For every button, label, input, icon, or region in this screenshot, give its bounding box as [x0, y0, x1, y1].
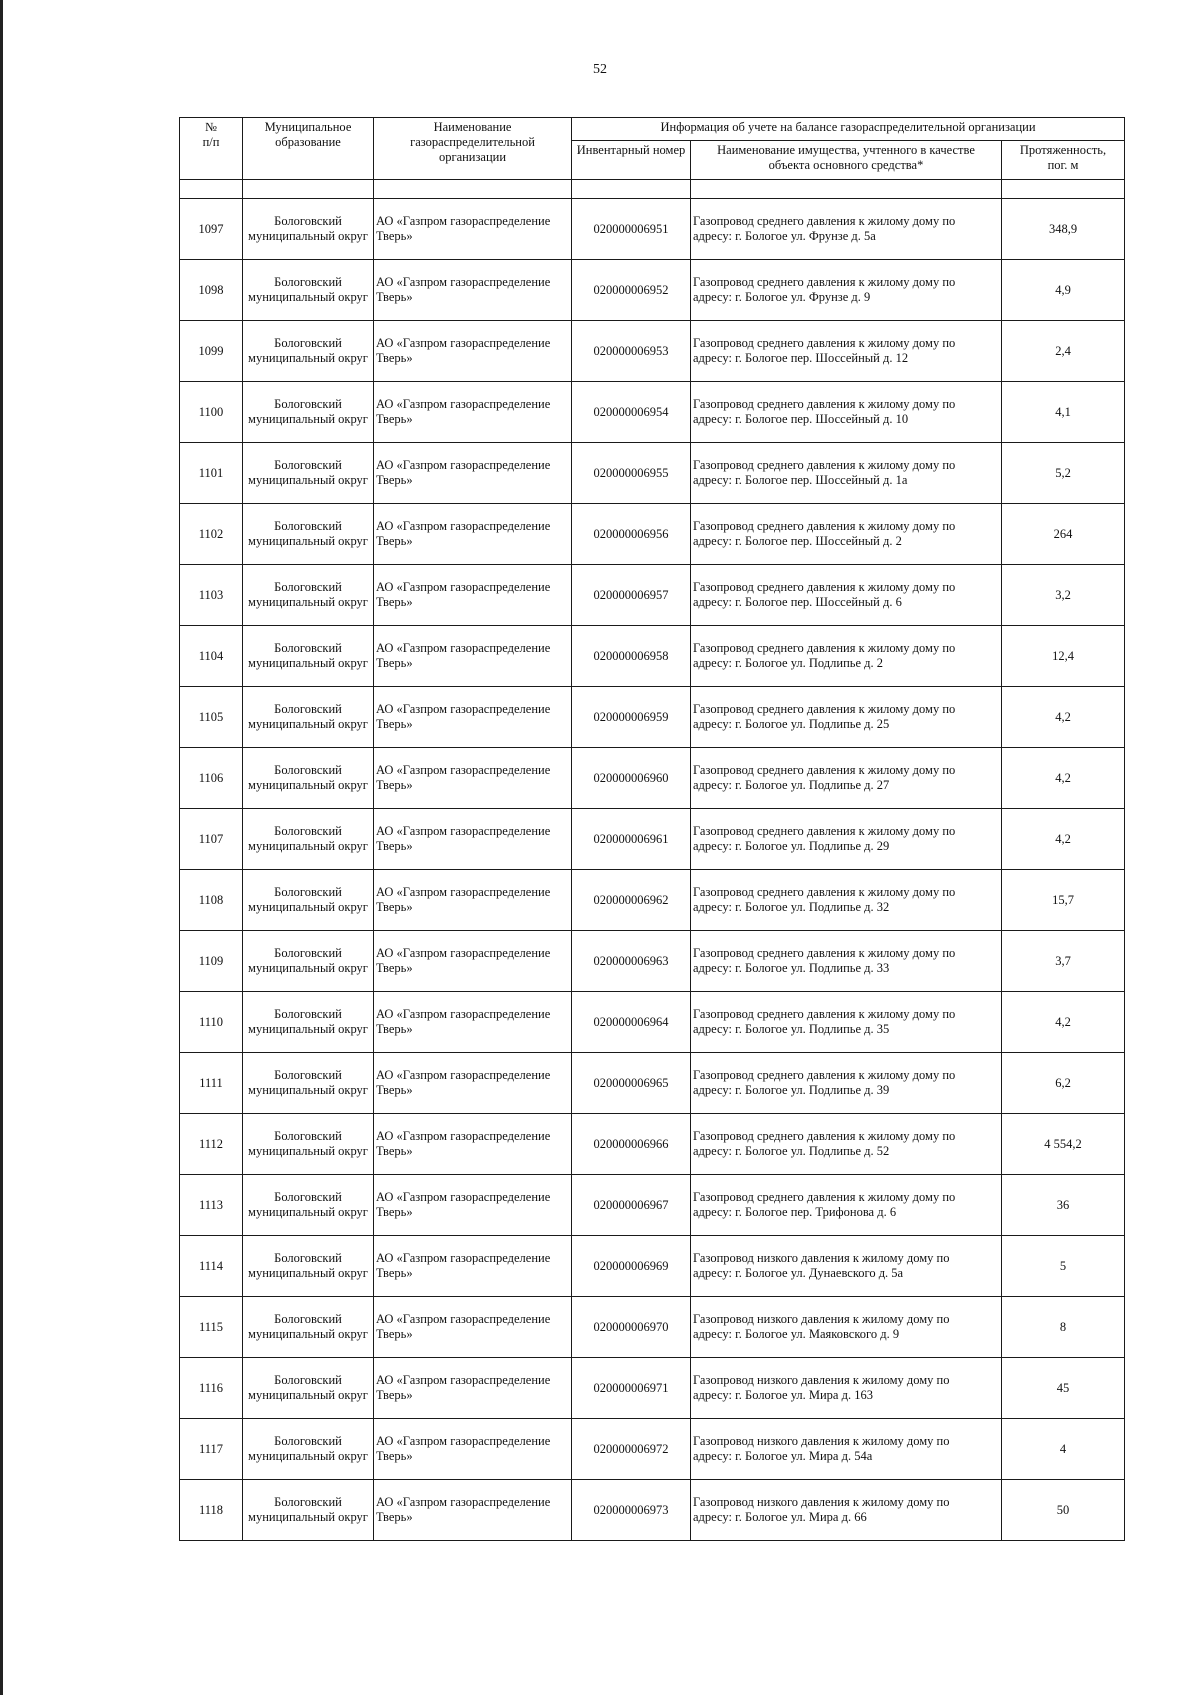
page-number: 52	[593, 62, 607, 77]
table-row	[180, 382, 1125, 443]
municipality-cell: Бологовский муниципальный округ	[243, 1297, 374, 1358]
length-cell: 2,4	[1002, 321, 1125, 382]
inventory-number-cell: 020000006961	[572, 809, 691, 870]
municipality-cell: Бологовский муниципальный округ	[243, 1175, 374, 1236]
inventory-number-cell: 020000006955	[572, 443, 691, 504]
table-row	[180, 504, 1125, 565]
municipality-cell: Бологовский муниципальный округ	[243, 382, 374, 443]
organization-cell: АО «Газпром газораспределение Тверь»	[374, 443, 572, 504]
property-name-cell: Газопровод среднего давления к жилому дому по адресу: г. Бологое пер. Шоссейный д. 2	[691, 504, 1002, 565]
length-cell: 36	[1002, 1175, 1125, 1236]
municipality-cell: Бологовский муниципальный округ	[243, 1236, 374, 1297]
header-num: № п/п	[180, 118, 243, 180]
scan-edge-left	[0, 0, 3, 1695]
length-cell: 15,7	[1002, 870, 1125, 931]
length-cell: 4,2	[1002, 809, 1125, 870]
table-row	[180, 1236, 1125, 1297]
length-cell: 4,1	[1002, 382, 1125, 443]
table-row	[180, 931, 1125, 992]
municipality-cell: Бологовский муниципальный округ	[243, 565, 374, 626]
header-organization: Наименование газораспределительной организации	[374, 118, 572, 180]
header-spacer-row	[180, 180, 1125, 199]
row-number: 1103	[180, 565, 243, 626]
property-name-cell: Газопровод среднего давления к жилому дому по адресу: г. Бологое ул. Подлипье д. 33	[691, 931, 1002, 992]
table-row	[180, 626, 1125, 687]
length-cell: 4,2	[1002, 992, 1125, 1053]
row-number: 1117	[180, 1419, 243, 1480]
inventory-number-cell: 020000006952	[572, 260, 691, 321]
row-number: 1104	[180, 626, 243, 687]
municipality-cell: Бологовский муниципальный округ	[243, 748, 374, 809]
table-row	[180, 1114, 1125, 1175]
inventory-number-cell: 020000006966	[572, 1114, 691, 1175]
row-number: 1115	[180, 1297, 243, 1358]
table-row	[180, 260, 1125, 321]
row-number: 1101	[180, 443, 243, 504]
table-row	[180, 1175, 1125, 1236]
row-number: 1113	[180, 1175, 243, 1236]
property-name-cell: Газопровод низкого давления к жилому дому по адресу: г. Бологое ул. Мира д. 163	[691, 1358, 1002, 1419]
table-row	[180, 992, 1125, 1053]
length-cell: 4	[1002, 1419, 1125, 1480]
organization-cell: АО «Газпром газораспределение Тверь»	[374, 504, 572, 565]
inventory-number-cell: 020000006973	[572, 1480, 691, 1541]
municipality-cell: Бологовский муниципальный округ	[243, 443, 374, 504]
property-name-cell: Газопровод среднего давления к жилому дому по адресу: г. Бологое ул. Подлипье д. 39	[691, 1053, 1002, 1114]
header-length: Протяженность, пог. м	[1002, 141, 1125, 180]
organization-cell: АО «Газпром газораспределение Тверь»	[374, 260, 572, 321]
organization-cell: АО «Газпром газораспределение Тверь»	[374, 626, 572, 687]
table-row	[180, 687, 1125, 748]
municipality-cell: Бологовский муниципальный округ	[243, 1419, 374, 1480]
inventory-number-cell: 020000006965	[572, 1053, 691, 1114]
property-name-cell: Газопровод среднего давления к жилому дому по адресу: г. Бологое пер. Трифонова д. 6	[691, 1175, 1002, 1236]
row-number: 1097	[180, 199, 243, 260]
length-cell: 8	[1002, 1297, 1125, 1358]
municipality-cell: Бологовский муниципальный округ	[243, 687, 374, 748]
organization-cell: АО «Газпром газораспределение Тверь»	[374, 1114, 572, 1175]
organization-cell: АО «Газпром газораспределение Тверь»	[374, 382, 572, 443]
municipality-cell: Бологовский муниципальный округ	[243, 870, 374, 931]
length-cell: 264	[1002, 504, 1125, 565]
municipality-cell: Бологовский муниципальный округ	[243, 931, 374, 992]
row-number: 1118	[180, 1480, 243, 1541]
organization-cell: АО «Газпром газораспределение Тверь»	[374, 1297, 572, 1358]
property-name-cell: Газопровод среднего давления к жилому дому по адресу: г. Бологое ул. Подлипье д. 35	[691, 992, 1002, 1053]
property-name-cell: Газопровод среднего давления к жилому дому по адресу: г. Бологое пер. Шоссейный д. 1а	[691, 443, 1002, 504]
organization-cell: АО «Газпром газораспределение Тверь»	[374, 870, 572, 931]
row-number: 1114	[180, 1236, 243, 1297]
property-name-cell: Газопровод среднего давления к жилому дому по адресу: г. Бологое ул. Фрунзе д. 9	[691, 260, 1002, 321]
municipality-cell: Бологовский муниципальный округ	[243, 1114, 374, 1175]
inventory-number-cell: 020000006969	[572, 1236, 691, 1297]
municipality-cell: Бологовский муниципальный округ	[243, 992, 374, 1053]
row-number: 1106	[180, 748, 243, 809]
length-cell: 3,2	[1002, 565, 1125, 626]
gas-pipeline-register-table	[179, 117, 1125, 1541]
table-row	[180, 443, 1125, 504]
row-number: 1109	[180, 931, 243, 992]
organization-cell: АО «Газпром газораспределение Тверь»	[374, 1480, 572, 1541]
length-cell: 50	[1002, 1480, 1125, 1541]
length-cell: 5	[1002, 1236, 1125, 1297]
inventory-number-cell: 020000006957	[572, 565, 691, 626]
property-name-cell: Газопровод среднего давления к жилому дому по адресу: г. Бологое ул. Фрунзе д. 5а	[691, 199, 1002, 260]
length-cell: 4,9	[1002, 260, 1125, 321]
length-cell: 4,2	[1002, 748, 1125, 809]
organization-cell: АО «Газпром газораспределение Тверь»	[374, 748, 572, 809]
municipality-cell: Бологовский муниципальный округ	[243, 626, 374, 687]
header-property-name: Наименование имущества, учтенного в качестве объекта основного средства*	[691, 141, 1002, 180]
table-row	[180, 199, 1125, 260]
inventory-number-cell: 020000006956	[572, 504, 691, 565]
municipality-cell: Бологовский муниципальный округ	[243, 1358, 374, 1419]
row-number: 1105	[180, 687, 243, 748]
table-row	[180, 748, 1125, 809]
table-row	[180, 809, 1125, 870]
organization-cell: АО «Газпром газораспределение Тверь»	[374, 687, 572, 748]
inventory-number-cell: 020000006963	[572, 931, 691, 992]
length-cell: 5,2	[1002, 443, 1125, 504]
property-name-cell: Газопровод среднего давления к жилому дому по адресу: г. Бологое ул. Подлипье д. 25	[691, 687, 1002, 748]
row-number: 1111	[180, 1053, 243, 1114]
municipality-cell: Бологовский муниципальный округ	[243, 809, 374, 870]
header-municipality: Муниципальное образование	[243, 118, 374, 180]
table-row	[180, 565, 1125, 626]
length-cell: 6,2	[1002, 1053, 1125, 1114]
organization-cell: АО «Газпром газораспределение Тверь»	[374, 199, 572, 260]
table-row	[180, 321, 1125, 382]
length-cell: 348,9	[1002, 199, 1125, 260]
organization-cell: АО «Газпром газораспределение Тверь»	[374, 809, 572, 870]
municipality-cell: Бологовский муниципальный округ	[243, 1053, 374, 1114]
inventory-number-cell: 020000006951	[572, 199, 691, 260]
organization-cell: АО «Газпром газораспределение Тверь»	[374, 321, 572, 382]
property-name-cell: Газопровод среднего давления к жилому дому по адресу: г. Бологое ул. Подлипье д. 2	[691, 626, 1002, 687]
inventory-number-cell: 020000006967	[572, 1175, 691, 1236]
row-number: 1098	[180, 260, 243, 321]
municipality-cell: Бологовский муниципальный округ	[243, 260, 374, 321]
organization-cell: АО «Газпром газораспределение Тверь»	[374, 992, 572, 1053]
organization-cell: АО «Газпром газораспределение Тверь»	[374, 565, 572, 626]
organization-cell: АО «Газпром газораспределение Тверь»	[374, 1419, 572, 1480]
table-row	[180, 1053, 1125, 1114]
inventory-number-cell: 020000006960	[572, 748, 691, 809]
table-row	[180, 1480, 1125, 1541]
municipality-cell: Бологовский муниципальный округ	[243, 504, 374, 565]
property-name-cell: Газопровод среднего давления к жилому дому по адресу: г. Бологое ул. Подлипье д. 29	[691, 809, 1002, 870]
header-inventory-number: Инвентарный номер	[572, 141, 691, 180]
length-cell: 45	[1002, 1358, 1125, 1419]
table-row	[180, 1297, 1125, 1358]
organization-cell: АО «Газпром газораспределение Тверь»	[374, 1358, 572, 1419]
header-balance-info: Информация об учете на балансе газораспределительной организации	[572, 118, 1125, 141]
property-name-cell: Газопровод среднего давления к жилому дому по адресу: г. Бологое ул. Подлипье д. 32	[691, 870, 1002, 931]
row-number: 1112	[180, 1114, 243, 1175]
row-number: 1110	[180, 992, 243, 1053]
organization-cell: АО «Газпром газораспределение Тверь»	[374, 931, 572, 992]
property-name-cell: Газопровод низкого давления к жилому дому по адресу: г. Бологое ул. Маяковского д. 9	[691, 1297, 1002, 1358]
inventory-number-cell: 020000006970	[572, 1297, 691, 1358]
length-cell: 4 554,2	[1002, 1114, 1125, 1175]
municipality-cell: Бологовский муниципальный округ	[243, 321, 374, 382]
table-row	[180, 1419, 1125, 1480]
organization-cell: АО «Газпром газораспределение Тверь»	[374, 1053, 572, 1114]
table-body	[180, 180, 1125, 1541]
row-number: 1102	[180, 504, 243, 565]
inventory-number-cell: 020000006972	[572, 1419, 691, 1480]
inventory-number-cell: 020000006959	[572, 687, 691, 748]
length-cell: 4,2	[1002, 687, 1125, 748]
inventory-number-cell: 020000006958	[572, 626, 691, 687]
row-number: 1099	[180, 321, 243, 382]
table-row	[180, 870, 1125, 931]
row-number: 1116	[180, 1358, 243, 1419]
length-cell: 12,4	[1002, 626, 1125, 687]
row-number: 1107	[180, 809, 243, 870]
organization-cell: АО «Газпром газораспределение Тверь»	[374, 1175, 572, 1236]
organization-cell: АО «Газпром газораспределение Тверь»	[374, 1236, 572, 1297]
row-number: 1100	[180, 382, 243, 443]
property-name-cell: Газопровод среднего давления к жилому дому по адресу: г. Бологое пер. Шоссейный д. 12	[691, 321, 1002, 382]
inventory-number-cell: 020000006964	[572, 992, 691, 1053]
municipality-cell: Бологовский муниципальный округ	[243, 1480, 374, 1541]
table-row	[180, 1358, 1125, 1419]
property-name-cell: Газопровод среднего давления к жилому дому по адресу: г. Бологое пер. Шоссейный д. 6	[691, 565, 1002, 626]
inventory-number-cell: 020000006962	[572, 870, 691, 931]
length-cell: 3,7	[1002, 931, 1125, 992]
inventory-number-cell: 020000006954	[572, 382, 691, 443]
property-name-cell: Газопровод среднего давления к жилому дому по адресу: г. Бологое пер. Шоссейный д. 10	[691, 382, 1002, 443]
inventory-number-cell: 020000006971	[572, 1358, 691, 1419]
row-number: 1108	[180, 870, 243, 931]
property-name-cell: Газопровод среднего давления к жилому дому по адресу: г. Бологое ул. Подлипье д. 52	[691, 1114, 1002, 1175]
property-name-cell: Газопровод низкого давления к жилому дому по адресу: г. Бологое ул. Мира д. 66	[691, 1480, 1002, 1541]
municipality-cell: Бологовский муниципальный округ	[243, 199, 374, 260]
property-name-cell: Газопровод низкого давления к жилому дому по адресу: г. Бологое ул. Мира д. 54а	[691, 1419, 1002, 1480]
property-name-cell: Газопровод среднего давления к жилому дому по адресу: г. Бологое ул. Подлипье д. 27	[691, 748, 1002, 809]
property-name-cell: Газопровод низкого давления к жилому дому по адресу: г. Бологое ул. Дунаевского д. 5а	[691, 1236, 1002, 1297]
inventory-number-cell: 020000006953	[572, 321, 691, 382]
